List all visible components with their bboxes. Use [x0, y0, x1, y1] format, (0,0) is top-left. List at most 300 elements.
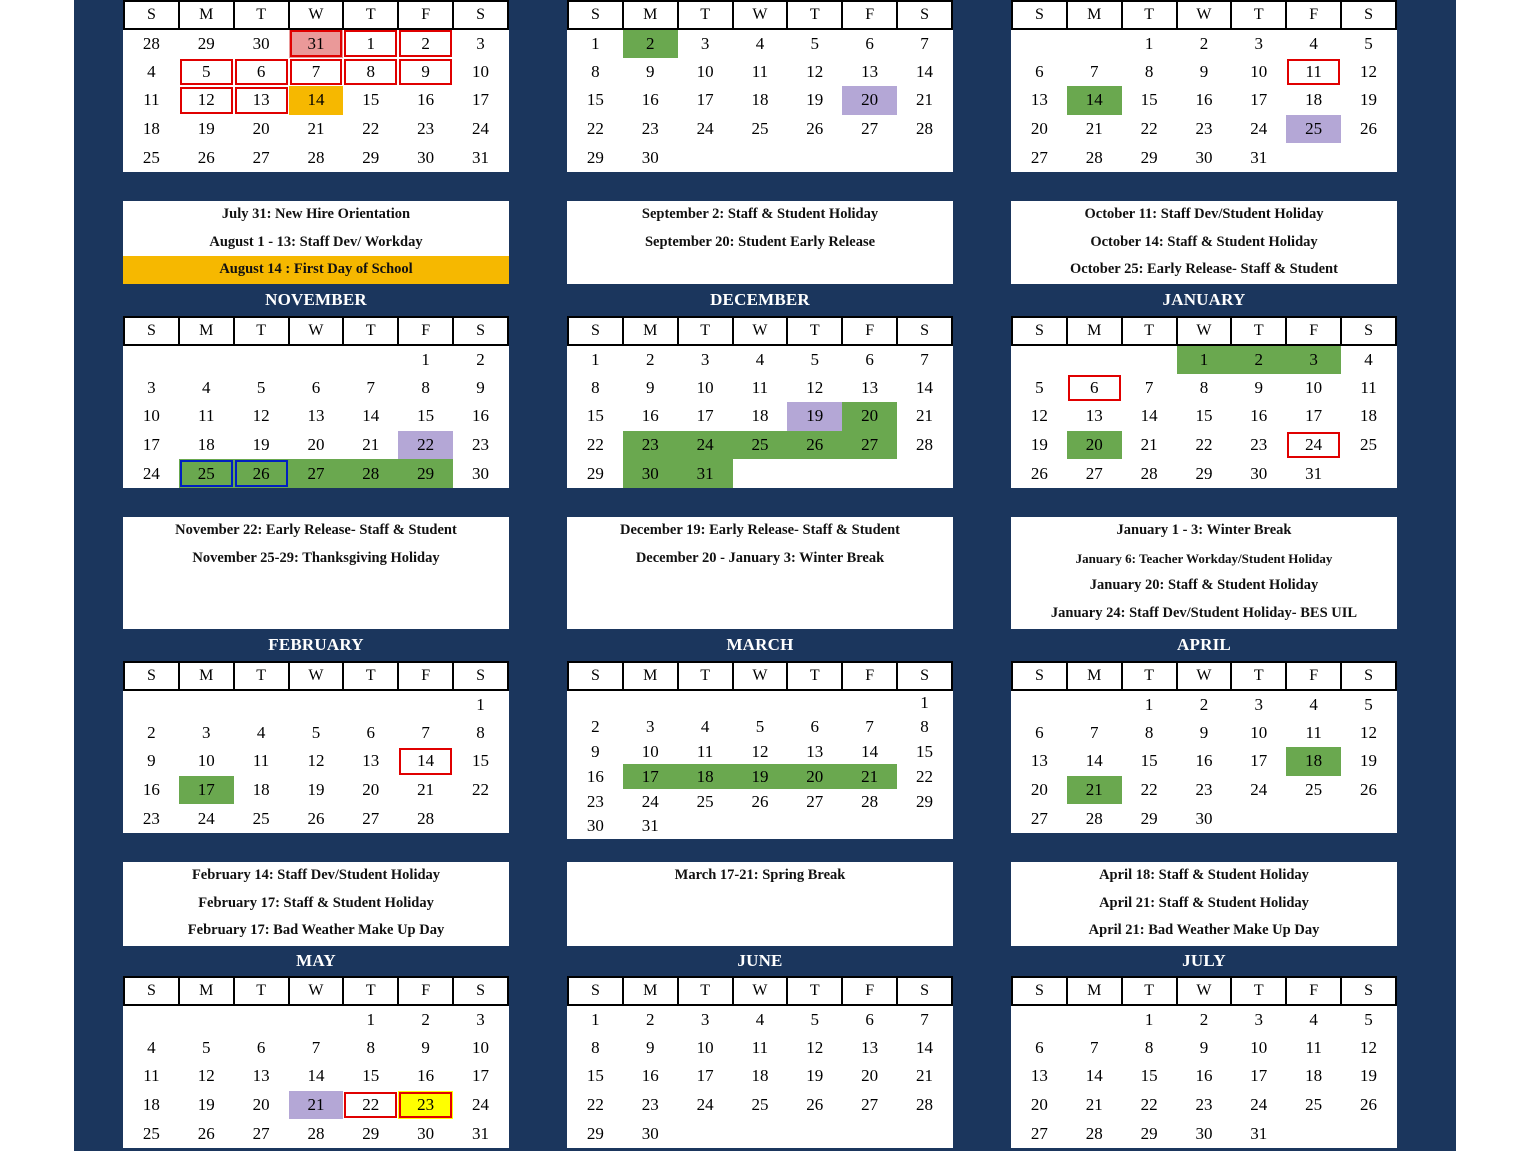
day-cell: 21 [398, 776, 453, 805]
note-line: August 1 - 13: Staff Dev/ Workday [209, 233, 423, 250]
day-cell: 24 [453, 1091, 508, 1120]
month-title-may: MAY [296, 951, 336, 970]
day-cell: 19 [179, 115, 234, 144]
empty-day-cell [1286, 804, 1341, 833]
week-row [568, 58, 952, 87]
day-cell: 2 [568, 715, 623, 740]
empty-day-cell [678, 814, 733, 839]
weekday-header: F [1286, 317, 1341, 345]
week-row [124, 719, 508, 748]
weekday-header: S [1012, 1, 1067, 29]
weekday-header: W [289, 1, 344, 29]
weekday-header: F [842, 317, 897, 345]
day-cell: 12 [179, 1062, 234, 1091]
day-cell: 22 [568, 1091, 623, 1120]
day-cell: 17 [1231, 86, 1286, 115]
note-line: September 2: Staff & Student Holiday [641, 206, 879, 222]
day-cell: 26 [733, 789, 788, 814]
note-line: November 22: Early Release- Staff & Student [175, 522, 457, 538]
day-cell: 20 [234, 115, 289, 144]
week-row [568, 143, 952, 172]
month-grid-jun [567, 976, 953, 1148]
day-cell: 7 [897, 29, 952, 58]
weekday-header: T [1231, 977, 1286, 1005]
day-cell: 30 [568, 814, 623, 839]
month-notes-feb [123, 862, 509, 946]
empty-day-cell [1231, 804, 1286, 833]
day-cell: 2 [1177, 690, 1232, 719]
day-cell: 2 [124, 719, 179, 748]
empty-day-cell [1067, 690, 1122, 719]
weekday-header: T [678, 662, 733, 690]
weekday-header: M [179, 662, 234, 690]
day-cell: 6 [842, 345, 897, 374]
day-cell: 26 [787, 115, 842, 144]
day-cell: 13 [1067, 402, 1122, 431]
month-notes-jan [1011, 517, 1397, 629]
empty-day-cell [1122, 345, 1177, 374]
day-cell: 5 [1341, 29, 1396, 58]
day-cell: 9 [453, 374, 508, 403]
day-cell: 5 [1012, 374, 1067, 403]
weekday-header: S [124, 662, 179, 690]
day-cell: 4 [234, 719, 289, 748]
month-grid-feb [123, 661, 509, 833]
weekday-header: T [678, 977, 733, 1005]
day-cell: 13 [1012, 86, 1067, 115]
note-line: January 24: Staff Dev/Student Holiday- BES UIL [1050, 604, 1358, 621]
day-cell: 7 [897, 345, 952, 374]
day-cell: 14 [1122, 402, 1177, 431]
day-cell: 24 [623, 789, 678, 814]
day-cell: 12 [234, 402, 289, 431]
day-cell: 4 [733, 345, 788, 374]
day-cell: 6 [1012, 719, 1067, 748]
day-cell: 14 [897, 58, 952, 87]
month-grid-mar [567, 661, 953, 839]
day-cell: 16 [1177, 86, 1232, 115]
day-cell: 21 [897, 402, 952, 431]
day-cell: 15 [568, 402, 623, 431]
day-cell: 16 [623, 402, 678, 431]
empty-day-cell [234, 345, 289, 374]
day-cell: 9 [1177, 58, 1232, 87]
week-row [1012, 431, 1396, 460]
day-cell: 22 [568, 431, 623, 460]
day-cell: 16 [623, 1062, 678, 1091]
day-cell: 22 [1122, 115, 1177, 144]
day-cell: 21 [289, 115, 344, 144]
day-cell: 20 [842, 402, 897, 431]
weekday-header: W [289, 662, 344, 690]
day-cell: 18 [179, 431, 234, 460]
day-cell: 2 [398, 29, 453, 58]
weekday-header: T [234, 662, 289, 690]
day-cell: 19 [1012, 431, 1067, 460]
day-cell: 21 [842, 764, 897, 789]
day-cell: 28 [1067, 804, 1122, 833]
day-cell: 25 [733, 115, 788, 144]
week-row [568, 1005, 952, 1034]
note-line: December 20 - January 3: Winter Break [635, 549, 885, 566]
day-cell: 20 [842, 1062, 897, 1091]
week-row [124, 747, 508, 776]
weekday-header: T [343, 1, 398, 29]
note-line: September 20: Student Early Release [644, 233, 876, 250]
day-cell: 21 [1067, 115, 1122, 144]
day-cell: 25 [1341, 431, 1396, 460]
weekday-header: T [787, 1, 842, 29]
day-cell: 11 [733, 374, 788, 403]
day-cell: 21 [1067, 1091, 1122, 1120]
day-cell: 8 [568, 1034, 623, 1063]
day-cell: 15 [1122, 747, 1177, 776]
empty-day-cell [343, 690, 398, 719]
weekday-header: M [179, 1, 234, 29]
empty-day-cell [842, 459, 897, 488]
day-cell: 24 [1231, 115, 1286, 144]
weekday-header: W [733, 317, 788, 345]
day-cell: 7 [897, 1005, 952, 1034]
day-cell: 12 [1012, 402, 1067, 431]
day-cell: 30 [1231, 459, 1286, 488]
day-cell: 5 [234, 374, 289, 403]
day-cell: 8 [1122, 58, 1177, 87]
day-cell: 11 [234, 747, 289, 776]
day-cell: 2 [398, 1005, 453, 1034]
day-cell: 7 [842, 715, 897, 740]
empty-day-cell [234, 690, 289, 719]
day-cell: 2 [1177, 29, 1232, 58]
week-row [124, 402, 508, 431]
day-cell: 7 [1067, 1034, 1122, 1063]
day-cell: 15 [453, 747, 508, 776]
day-cell: 3 [124, 374, 179, 403]
day-cell: 1 [398, 345, 453, 374]
day-cell: 15 [1122, 1062, 1177, 1091]
day-cell: 15 [343, 1062, 398, 1091]
day-cell: 4 [733, 29, 788, 58]
weekday-header: S [453, 662, 508, 690]
week-row [124, 1062, 508, 1091]
day-cell: 23 [1177, 1091, 1232, 1120]
weekday-header: M [623, 1, 678, 29]
day-cell: 30 [1177, 804, 1232, 833]
day-cell: 6 [289, 374, 344, 403]
day-cell: 3 [453, 29, 508, 58]
day-cell: 6 [842, 29, 897, 58]
week-row [124, 1005, 508, 1034]
day-cell: 30 [453, 459, 508, 488]
day-cell: 18 [733, 1062, 788, 1091]
day-cell: 12 [733, 740, 788, 765]
day-cell: 21 [289, 1091, 344, 1120]
week-row [568, 690, 952, 715]
day-cell: 25 [1286, 115, 1341, 144]
day-cell: 1 [1122, 690, 1177, 719]
empty-day-cell [343, 345, 398, 374]
day-cell: 6 [1067, 374, 1122, 403]
day-cell: 30 [623, 1119, 678, 1148]
day-cell: 26 [289, 804, 344, 833]
day-cell: 5 [1341, 690, 1396, 719]
day-cell: 3 [179, 719, 234, 748]
day-cell: 11 [733, 1034, 788, 1063]
day-cell: 12 [787, 374, 842, 403]
day-cell: 26 [1341, 776, 1396, 805]
day-cell: 8 [1122, 1034, 1177, 1063]
weekday-header: M [179, 977, 234, 1005]
note-line: October 14: Staff & Student Holiday [1090, 233, 1318, 250]
day-cell: 21 [1122, 431, 1177, 460]
empty-day-cell [1012, 690, 1067, 719]
weekday-header: S [453, 977, 508, 1005]
day-cell: 8 [897, 715, 952, 740]
day-cell: 31 [453, 143, 508, 172]
weekday-header: S [568, 1, 623, 29]
month-title-apr: APRIL [1177, 635, 1231, 654]
day-cell: 26 [1341, 1091, 1396, 1120]
weekday-header: S [453, 317, 508, 345]
day-cell: 28 [842, 789, 897, 814]
day-cell: 28 [897, 115, 952, 144]
empty-day-cell [1286, 1119, 1341, 1148]
week-row [124, 374, 508, 403]
week-row [1012, 459, 1396, 488]
day-cell: 30 [1177, 1119, 1232, 1148]
day-cell: 28 [897, 1091, 952, 1120]
day-cell: 18 [234, 776, 289, 805]
month-notes-apr [1011, 862, 1397, 946]
day-cell: 6 [234, 1034, 289, 1063]
day-cell: 7 [1122, 374, 1177, 403]
week-row [124, 1034, 508, 1063]
day-cell: 31 [1231, 143, 1286, 172]
day-cell: 20 [234, 1091, 289, 1120]
day-cell: 17 [678, 86, 733, 115]
weekday-header: F [1286, 662, 1341, 690]
week-row [1012, 58, 1396, 87]
note-line: January 6: Teacher Workday/Student Holiday [1075, 550, 1333, 566]
day-cell: 25 [234, 804, 289, 833]
weekday-header: S [1341, 977, 1396, 1005]
empty-day-cell [1067, 29, 1122, 58]
week-row [1012, 374, 1396, 403]
day-cell: 16 [1177, 747, 1232, 776]
empty-day-cell [842, 1119, 897, 1148]
day-cell: 23 [1177, 776, 1232, 805]
day-cell: 14 [343, 402, 398, 431]
weekday-header: T [234, 317, 289, 345]
month-grid-jul [1011, 976, 1397, 1148]
day-cell: 12 [1341, 58, 1396, 87]
day-cell: 24 [179, 804, 234, 833]
day-cell: 16 [453, 402, 508, 431]
weekday-header: T [678, 317, 733, 345]
empty-day-cell [842, 690, 897, 715]
empty-day-cell [787, 690, 842, 715]
day-cell: 23 [623, 1091, 678, 1120]
day-cell: 7 [1067, 58, 1122, 87]
empty-day-cell [733, 143, 788, 172]
day-cell: 1 [453, 690, 508, 719]
day-cell: 4 [1286, 1005, 1341, 1034]
week-row [1012, 345, 1396, 374]
week-row [568, 402, 952, 431]
week-row [568, 115, 952, 144]
weekday-header: S [897, 662, 952, 690]
day-cell: 5 [733, 715, 788, 740]
empty-day-cell [289, 690, 344, 719]
day-cell: 18 [1286, 86, 1341, 115]
day-cell: 4 [124, 1034, 179, 1063]
week-row [568, 715, 952, 740]
day-cell: 3 [623, 715, 678, 740]
day-cell: 11 [124, 86, 179, 115]
day-cell: 20 [1012, 776, 1067, 805]
empty-day-cell [733, 814, 788, 839]
day-cell: 13 [787, 740, 842, 765]
day-cell: 31 [289, 29, 344, 58]
week-row [124, 1119, 508, 1148]
day-cell: 19 [787, 86, 842, 115]
day-cell: 27 [343, 804, 398, 833]
day-cell: 14 [1067, 86, 1122, 115]
day-cell: 22 [897, 764, 952, 789]
day-cell: 23 [124, 804, 179, 833]
weekday-header: S [897, 317, 952, 345]
day-cell: 20 [343, 776, 398, 805]
day-cell: 28 [897, 431, 952, 460]
weekday-header: T [1122, 317, 1177, 345]
empty-day-cell [1067, 1005, 1122, 1034]
weekday-header: S [897, 977, 952, 1005]
note-line: October 11: Staff Dev/Student Holiday [1084, 206, 1324, 222]
week-row [568, 764, 952, 789]
day-cell: 24 [678, 115, 733, 144]
day-cell: 26 [179, 143, 234, 172]
day-cell: 17 [678, 1062, 733, 1091]
weekday-header: W [1177, 977, 1232, 1005]
day-cell: 15 [398, 402, 453, 431]
weekday-header: W [1177, 662, 1232, 690]
day-cell: 3 [453, 1005, 508, 1034]
note-line: February 17: Staff & Student Holiday [198, 894, 434, 911]
week-row [1012, 776, 1396, 805]
day-cell: 8 [343, 58, 398, 87]
day-cell: 29 [568, 459, 623, 488]
day-cell: 2 [623, 345, 678, 374]
weekday-header: M [623, 662, 678, 690]
month-title-jul: JULY [1182, 951, 1226, 970]
weekday-header-row [124, 662, 508, 690]
day-cell: 22 [1122, 776, 1177, 805]
day-cell: 6 [842, 1005, 897, 1034]
day-cell: 24 [124, 459, 179, 488]
day-cell: 12 [787, 1034, 842, 1063]
day-cell: 27 [289, 459, 344, 488]
day-cell: 11 [124, 1062, 179, 1091]
day-cell: 6 [343, 719, 398, 748]
day-cell: 19 [234, 431, 289, 460]
weekday-header: M [623, 317, 678, 345]
day-cell: 31 [453, 1119, 508, 1148]
day-cell: 16 [1231, 402, 1286, 431]
week-row [1012, 115, 1396, 144]
note-line: April 21: Bad Weather Make Up Day [1088, 922, 1320, 938]
week-row [1012, 804, 1396, 833]
day-cell: 30 [398, 143, 453, 172]
day-cell: 13 [842, 374, 897, 403]
week-row [568, 431, 952, 460]
weekday-header: M [1067, 317, 1122, 345]
note-line: December 19: Early Release- Staff & Student [619, 522, 900, 538]
week-row [124, 58, 508, 87]
day-cell: 11 [1286, 719, 1341, 748]
week-row [124, 776, 508, 805]
empty-day-cell [124, 690, 179, 719]
note-line: February 14: Staff Dev/Student Holiday [191, 867, 441, 883]
day-cell: 27 [1012, 143, 1067, 172]
day-cell: 3 [1231, 1005, 1286, 1034]
day-cell: 19 [733, 764, 788, 789]
day-cell: 21 [1067, 776, 1122, 805]
day-cell: 8 [453, 719, 508, 748]
weekday-header-row [568, 662, 952, 690]
week-row [1012, 747, 1396, 776]
day-cell: 22 [568, 115, 623, 144]
day-cell: 30 [234, 29, 289, 58]
weekday-header: T [234, 977, 289, 1005]
week-row [124, 804, 508, 833]
day-cell: 26 [234, 459, 289, 488]
note-line: November 25-29: Thanksgiving Holiday [192, 549, 440, 566]
day-cell: 24 [1286, 431, 1341, 460]
day-cell: 10 [1286, 374, 1341, 403]
day-cell: 17 [453, 86, 508, 115]
empty-day-cell [124, 1005, 179, 1034]
empty-day-cell [787, 143, 842, 172]
month-title-nov: NOVEMBER [265, 290, 367, 309]
empty-day-cell [1286, 143, 1341, 172]
day-cell: 26 [1012, 459, 1067, 488]
weekday-header-row [568, 317, 952, 345]
day-cell: 9 [623, 374, 678, 403]
day-cell: 26 [787, 431, 842, 460]
weekday-header: T [343, 317, 398, 345]
weekday-header: W [289, 977, 344, 1005]
day-cell: 19 [179, 1091, 234, 1120]
weekday-header: F [398, 317, 453, 345]
day-cell: 3 [1231, 690, 1286, 719]
day-cell: 23 [1177, 115, 1232, 144]
weekday-header: S [568, 977, 623, 1005]
month-grid-may [123, 976, 509, 1148]
note-line: October 25: Early Release- Staff & Student [1070, 261, 1338, 277]
week-row [568, 1119, 952, 1148]
day-cell: 24 [678, 1091, 733, 1120]
day-cell: 4 [124, 58, 179, 87]
day-cell: 12 [1341, 1034, 1396, 1063]
day-cell: 29 [1122, 1119, 1177, 1148]
day-cell: 17 [124, 431, 179, 460]
day-cell: 27 [842, 115, 897, 144]
month-grid-jan [1011, 316, 1397, 488]
month-grid-apr [1011, 661, 1397, 833]
day-cell: 9 [398, 58, 453, 87]
day-cell: 12 [179, 86, 234, 115]
day-cell: 21 [897, 1062, 952, 1091]
